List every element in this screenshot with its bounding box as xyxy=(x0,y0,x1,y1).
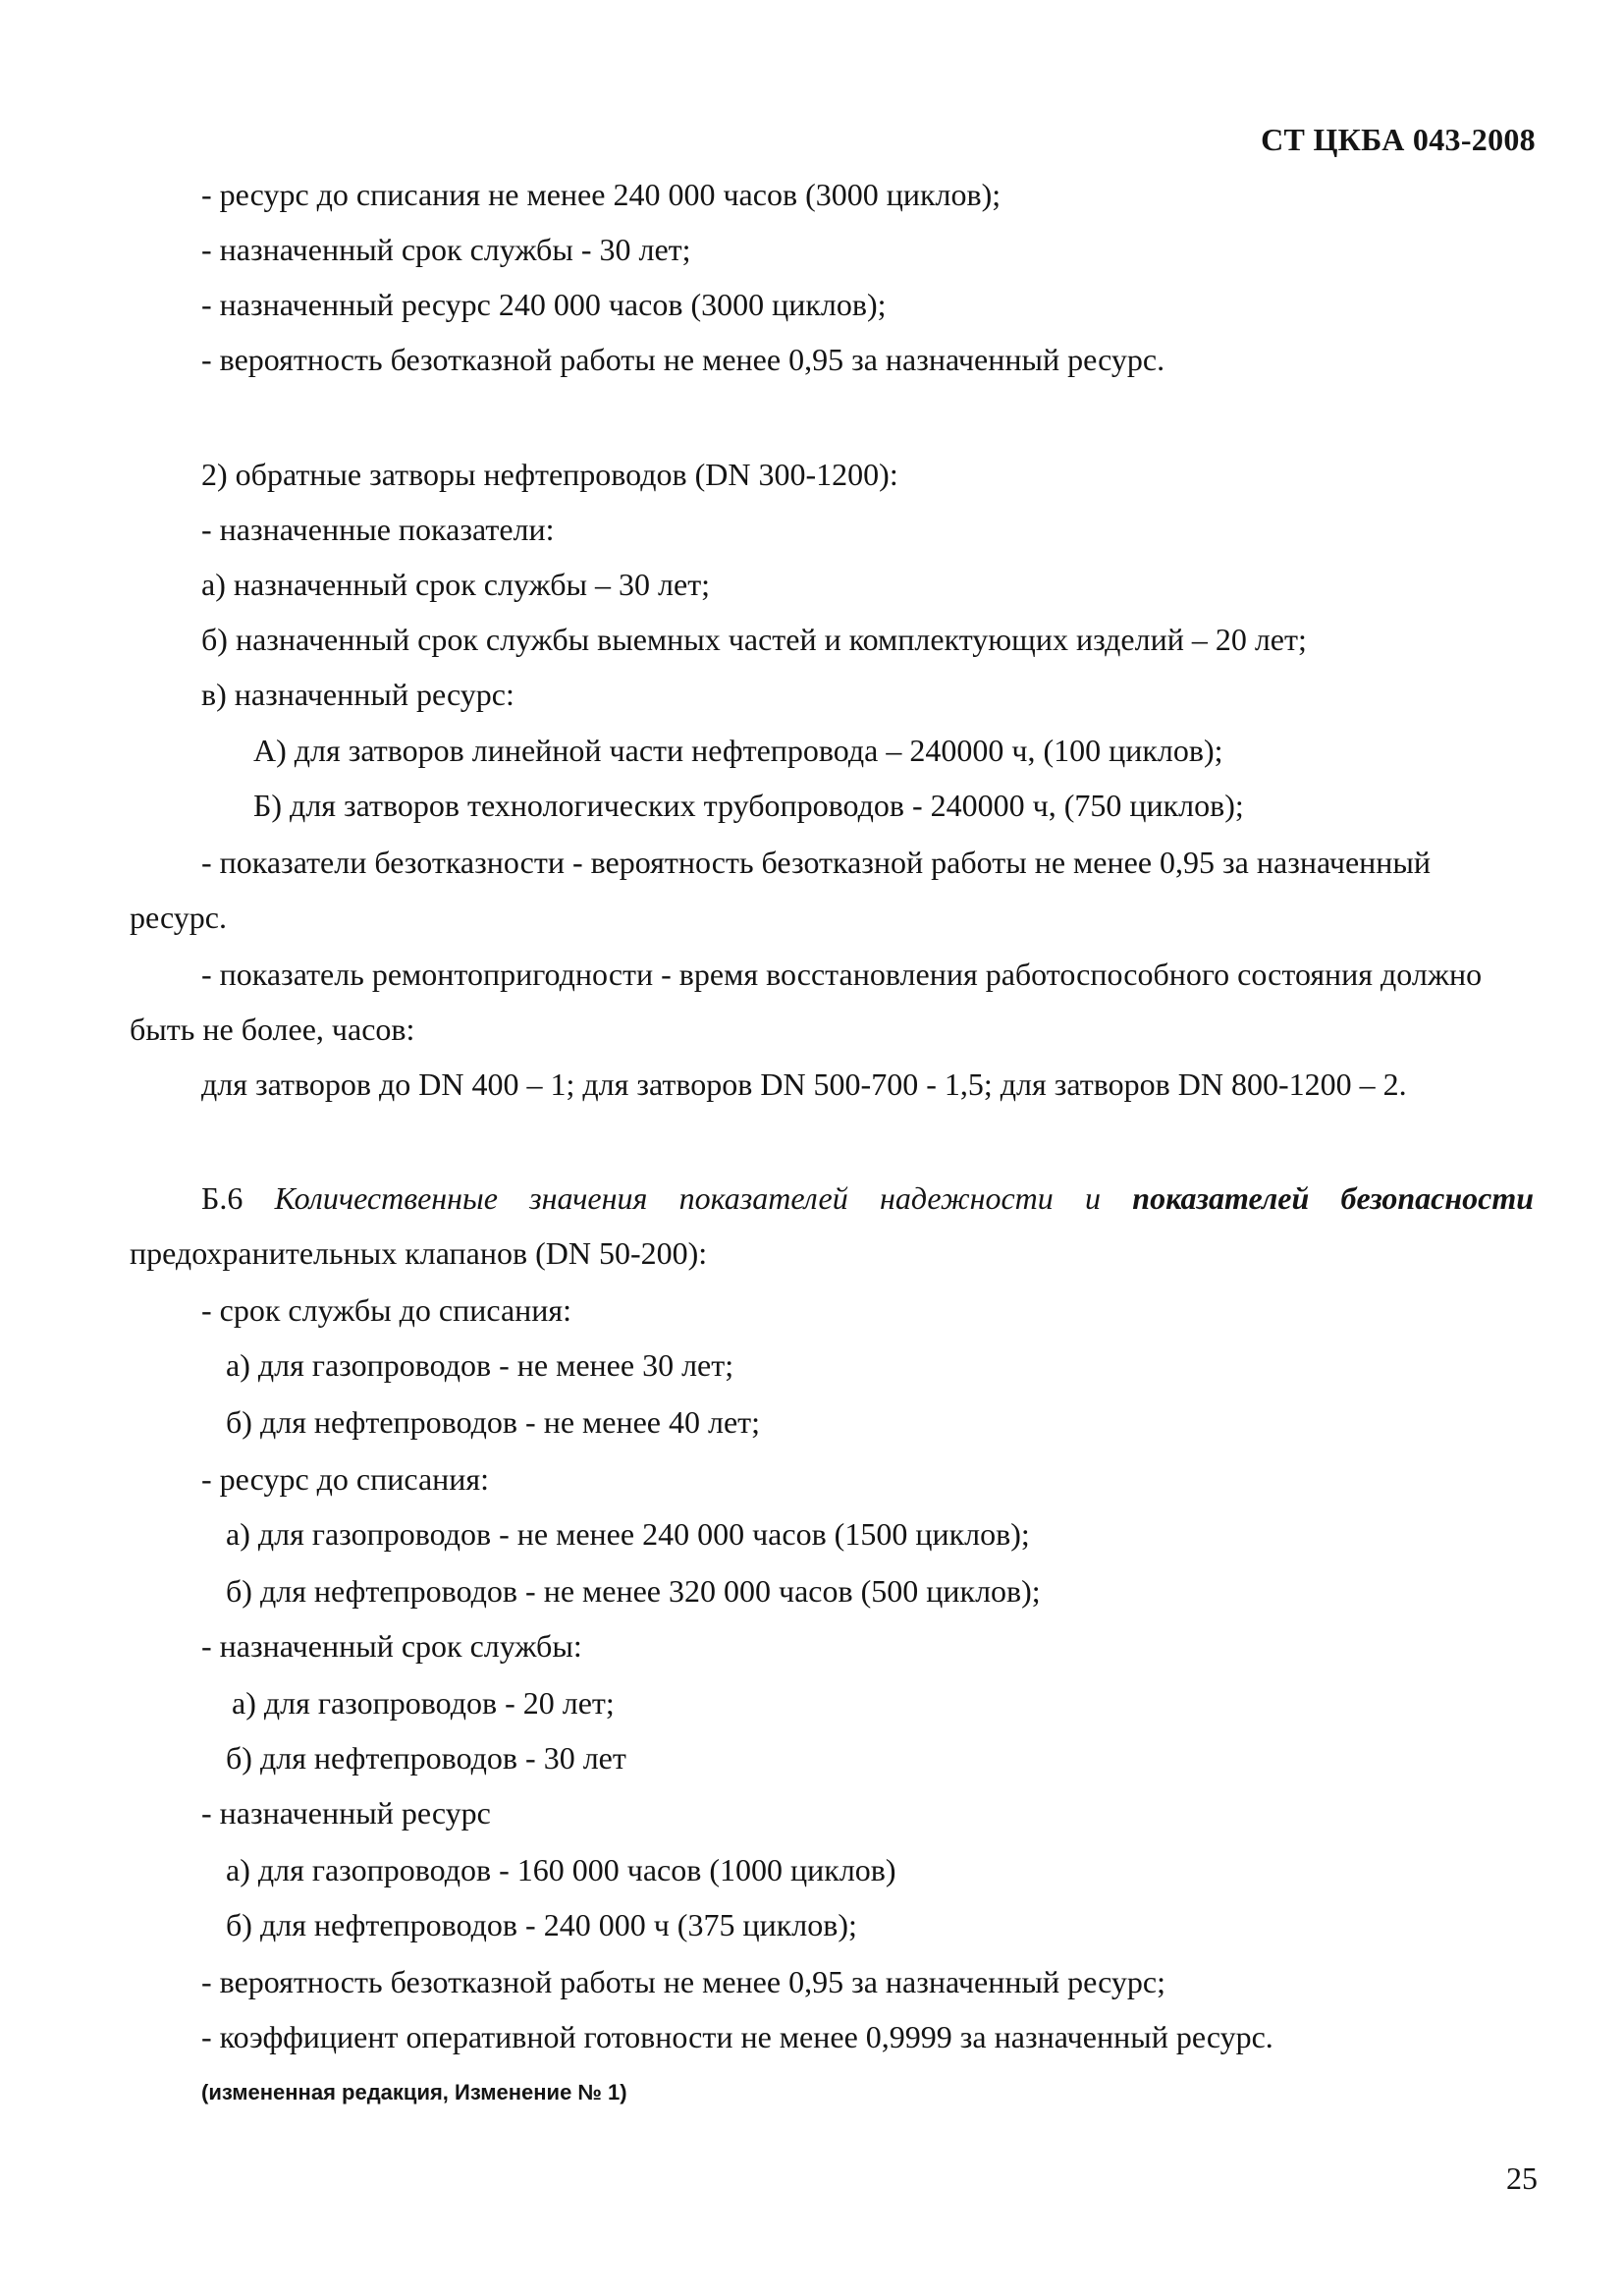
text-line: б) для нефтепроводов - 240 000 ч (375 циклов); xyxy=(226,1907,857,1942)
text-line: б) для нефтепроводов - не менее 320 000 часов (500 циклов); xyxy=(226,1573,1041,1609)
text-line: а) для газопроводов - не менее 30 лет; xyxy=(226,1347,734,1383)
text-line: предохранительных клапанов (DN 50-200): xyxy=(130,1235,708,1271)
text-line: - вероятность безотказной работы не менее 0,95 за назначенный ресурс; xyxy=(201,1964,1165,1999)
text-line: - показатель ремонтопригодности - время восстановления работоспособного состояния должно xyxy=(201,957,1483,992)
text-line: а) назначенный срок службы – 30 лет; xyxy=(201,567,711,602)
text-line: ресурс. xyxy=(130,900,227,935)
text-line: а) для газопроводов - 20 лет; xyxy=(232,1685,615,1721)
revision-note: (измененная редакция, Изменение № 1) xyxy=(201,2080,627,2105)
text-line: - ресурс до списания: xyxy=(201,1461,490,1497)
section-heading xyxy=(201,1178,1534,1218)
text-line: б) для нефтепроводов - 30 лет xyxy=(226,1740,626,1776)
text-line: а) для газопроводов - 160 000 часов (1000 циклов) xyxy=(226,1852,896,1887)
text-line: - коэффициент оперативной готовности не менее 0,9999 за назначенный ресурс. xyxy=(201,2019,1273,2054)
heading-number: Б.6 xyxy=(201,1180,244,1216)
text-line: - срок службы до списания: xyxy=(201,1292,572,1328)
text-line: а) для газопроводов - не менее 240 000 часов (1500 циклов); xyxy=(226,1516,1030,1552)
text-line: в) назначенный ресурс: xyxy=(201,677,514,712)
text-line: - вероятность безотказной работы не менее 0,95 за назначенный ресурс. xyxy=(201,342,1165,377)
text-line: - показатели безотказности - вероятность безотказной работы не менее 0,95 за назначенный xyxy=(201,845,1432,880)
text-line: б) назначенный срок службы выемных частей и комплектующих изделий – 20 лет; xyxy=(201,622,1307,657)
page-number: 25 xyxy=(1506,2160,1538,2196)
text-line: - назначенные показатели: xyxy=(201,512,555,547)
text-line: - ресурс до списания не менее 240 000 часов (3000 циклов); xyxy=(201,177,1001,212)
text-line: - назначенный ресурс 240 000 часов (3000 циклов); xyxy=(201,287,887,322)
text-line: А) для затворов линейной части нефтепровода – 240000 ч, (100 циклов); xyxy=(253,733,1223,768)
document-code: СТ ЦКБА 043-2008 xyxy=(1261,122,1536,157)
heading-italic-text: Количественные значения показателей надежности и xyxy=(274,1180,1102,1216)
text-line: - назначенный срок службы - 30 лет; xyxy=(201,232,691,267)
text-line: б) для нефтепроводов - не менее 40 лет; xyxy=(226,1404,761,1440)
heading-bold-italic-text: показателей безопасности xyxy=(1132,1180,1535,1216)
text-line: для затворов до DN 400 – 1; для затворов DN 500-700 - 1,5; для затворов DN 800-1200 – 2. xyxy=(201,1066,1407,1102)
text-line: - назначенный ресурс xyxy=(201,1795,491,1831)
section-title: 2) обратные затворы нефтепроводов (DN 300-1200): xyxy=(201,457,898,492)
text-line: быть не более, часов: xyxy=(130,1011,415,1047)
text-line: Б) для затворов технологических трубопроводов - 240000 ч, (750 циклов); xyxy=(253,788,1244,823)
text-line: - назначенный срок службы: xyxy=(201,1628,582,1664)
